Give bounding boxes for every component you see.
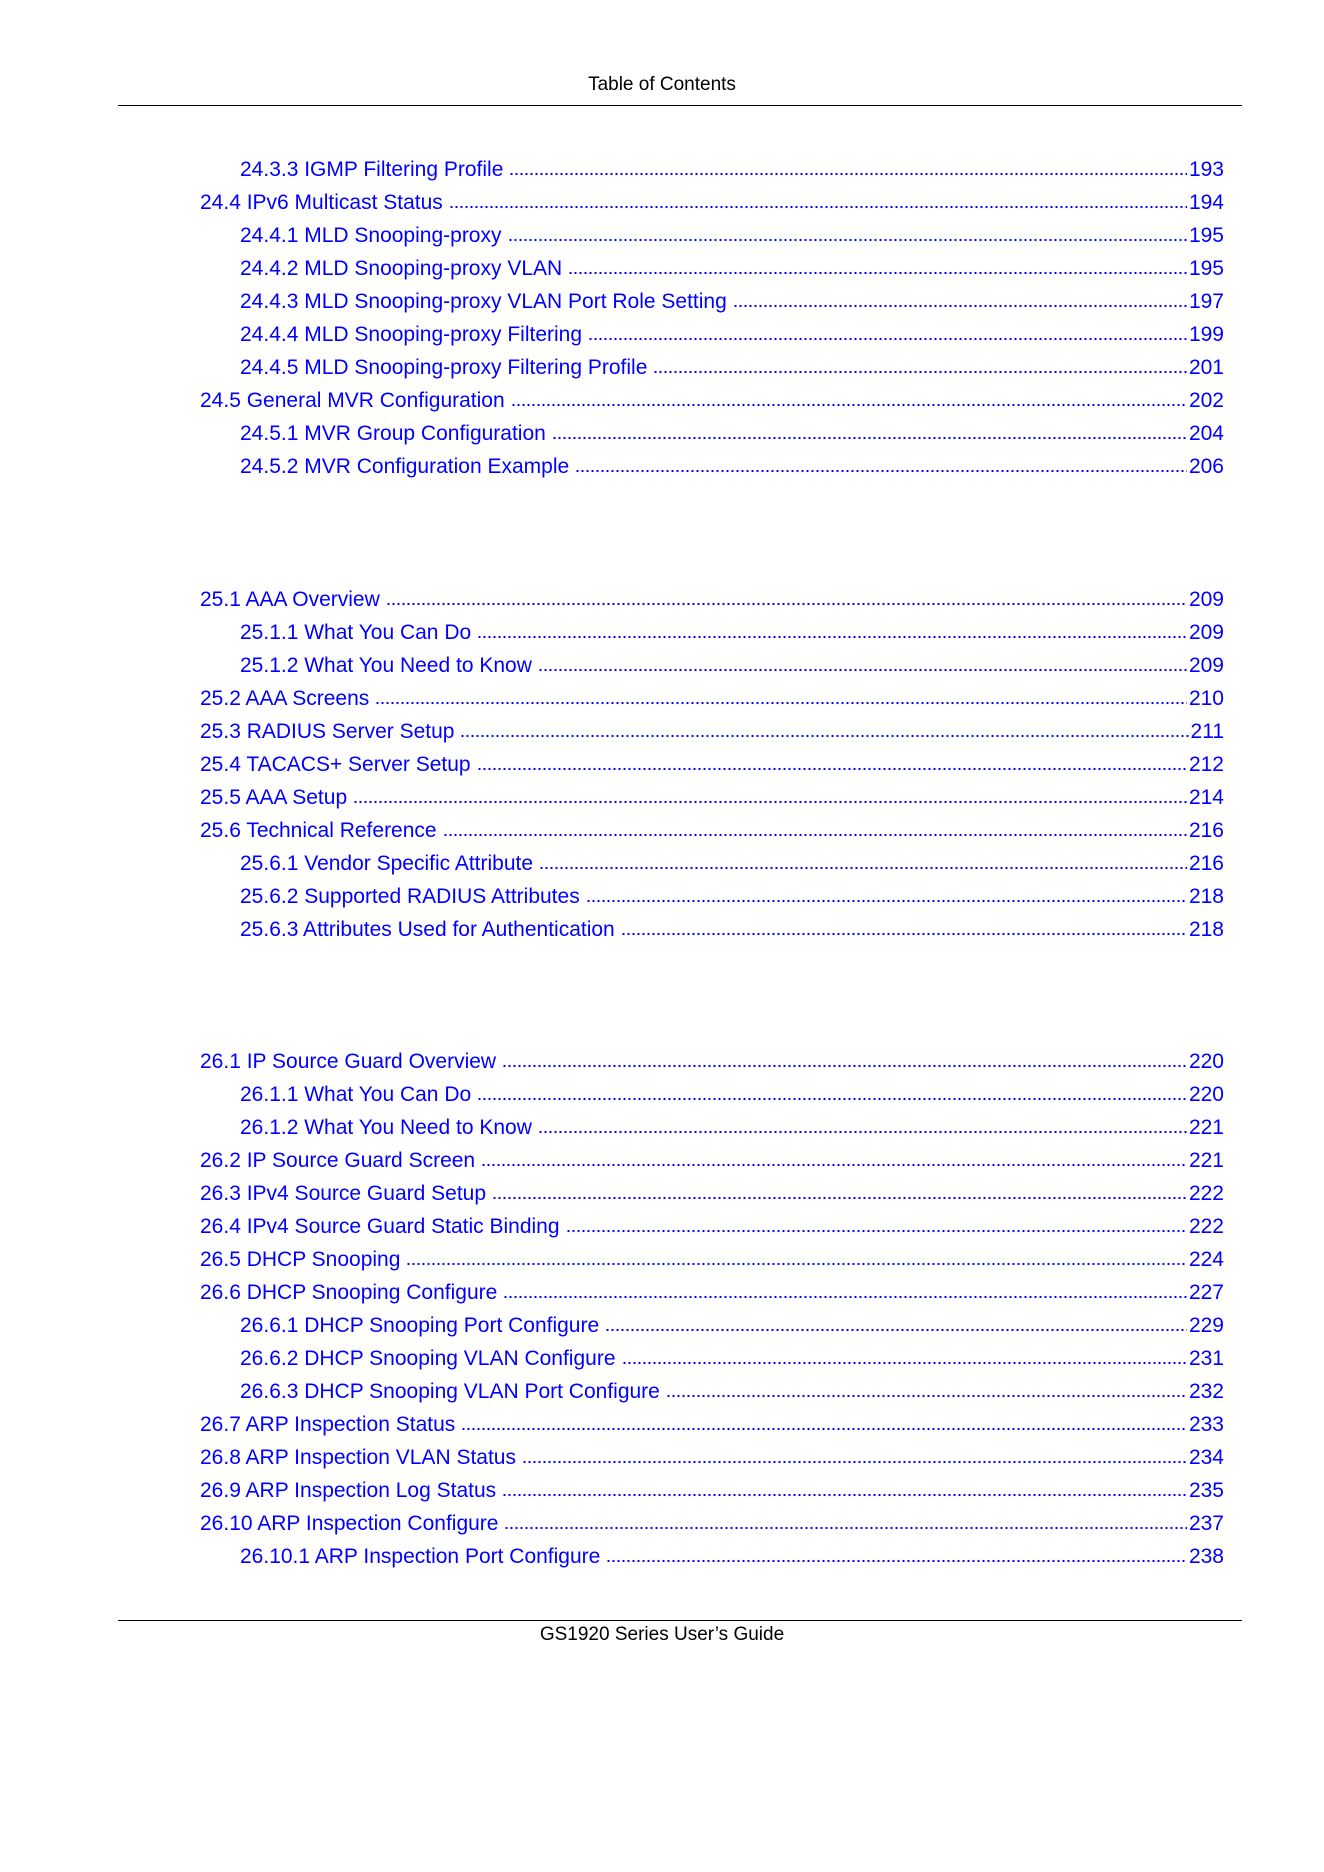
toc-entry-page-number: 232	[1188, 1380, 1224, 1403]
dot-leader	[653, 369, 1187, 375]
toc-entry-title: 25.3 RADIUS Server Setup	[200, 720, 455, 743]
toc-entry[interactable]	[0, 1539, 1324, 1569]
toc-entry[interactable]	[0, 218, 1324, 248]
toc-entry[interactable]	[0, 615, 1324, 645]
header-rule	[118, 105, 1242, 106]
toc-entry[interactable]	[0, 582, 1324, 612]
running-header: Table of Contents	[588, 74, 736, 95]
toc-entry-title: 26.5 DHCP Snooping	[200, 1248, 401, 1271]
toc-entry[interactable]	[0, 1440, 1324, 1470]
toc-entry[interactable]	[0, 1176, 1324, 1206]
dot-leader	[449, 204, 1187, 210]
toc-entry-page-number: 222	[1188, 1215, 1224, 1238]
toc-entry-page-number: 195	[1188, 224, 1224, 247]
dot-leader	[375, 700, 1187, 706]
toc-entry-page-number: 202	[1188, 389, 1224, 412]
dot-leader	[460, 733, 1188, 739]
toc-entry-page-number: 211	[1190, 720, 1224, 743]
toc-entry[interactable]	[0, 284, 1324, 314]
toc-entry-title: 25.5 AAA Setup	[200, 786, 348, 809]
toc-entry-title: 26.6.3 DHCP Snooping VLAN Port Configure	[240, 1380, 660, 1403]
toc-entry-title: 26.10.1 ARP Inspection Port Configure	[240, 1545, 601, 1568]
toc-entry-title: 25.1 AAA Overview	[200, 588, 380, 611]
toc-entry-page-number: 194	[1188, 191, 1224, 214]
toc-entry-title: 26.6.1 DHCP Snooping Port Configure	[240, 1314, 600, 1337]
toc-entry-title: 24.4.2 MLD Snooping-proxy VLAN	[240, 257, 563, 280]
toc-entry[interactable]	[0, 1407, 1324, 1437]
toc-entry-page-number: 227	[1188, 1281, 1224, 1304]
toc-entry-page-number: 212	[1188, 753, 1224, 776]
dot-leader	[666, 1393, 1187, 1399]
dot-leader	[522, 1459, 1187, 1465]
toc-entry-page-number: 235	[1188, 1479, 1224, 1502]
toc-entry-page-number: 233	[1188, 1413, 1224, 1436]
dot-leader	[503, 1294, 1187, 1300]
dot-leader	[568, 270, 1187, 276]
toc-entry[interactable]	[0, 780, 1324, 810]
dot-leader	[504, 1525, 1186, 1531]
toc-entry-page-number: 234	[1188, 1446, 1224, 1469]
toc-entry-page-number: 201	[1188, 356, 1224, 379]
toc-entry[interactable]	[0, 813, 1324, 843]
toc-entry-title: 26.1.2 What You Need to Know	[240, 1116, 532, 1139]
toc-entry-page-number: 231	[1188, 1347, 1224, 1370]
toc-entry-title: 24.4.4 MLD Snooping-proxy Filtering	[240, 323, 583, 346]
toc-entry-page-number: 209	[1188, 588, 1224, 611]
dot-leader	[622, 1360, 1187, 1366]
toc-entry[interactable]	[0, 185, 1324, 215]
toc-entry-title: 25.2 AAA Screens	[200, 687, 370, 710]
dot-leader	[538, 1129, 1187, 1135]
toc-entry-page-number: 195	[1188, 257, 1224, 280]
dot-leader	[353, 799, 1187, 805]
dot-leader	[443, 832, 1187, 838]
toc-entry-title: 25.1.1 What You Can Do	[240, 621, 472, 644]
toc-entry-title: 26.2 IP Source Guard Screen	[200, 1149, 476, 1172]
dot-leader	[481, 1162, 1187, 1168]
footer-rule	[118, 1620, 1242, 1621]
toc-entry-page-number: 197	[1188, 290, 1224, 313]
toc-entry-title: 25.6 Technical Reference	[200, 819, 437, 842]
toc-entry-title: 24.4 IPv6 Multicast Status	[200, 191, 443, 214]
toc-entry[interactable]	[0, 416, 1324, 446]
toc-entry-title: 26.1 IP Source Guard Overview	[200, 1050, 497, 1073]
toc-entry-title: 24.4.3 MLD Snooping-proxy VLAN Port Role Setting	[240, 290, 727, 313]
toc-entry-page-number: 204	[1188, 422, 1224, 445]
running-footer: GS1920 Series User’s Guide	[539, 1624, 785, 1645]
toc-entry-page-number: 199	[1188, 323, 1224, 346]
toc-entry-title: 24.5.1 MVR Group Configuration	[240, 422, 546, 445]
toc-entry[interactable]	[0, 846, 1324, 876]
toc-entry[interactable]	[0, 879, 1324, 909]
toc-entry[interactable]	[0, 1077, 1324, 1107]
dot-leader	[502, 1063, 1187, 1069]
toc-entry[interactable]	[0, 747, 1324, 777]
toc-entry[interactable]	[0, 350, 1324, 380]
dot-leader	[406, 1261, 1187, 1267]
toc-entry-title: 24.5 General MVR Configuration	[200, 389, 505, 412]
toc-entry-title: 25.1.2 What You Need to Know	[240, 654, 532, 677]
toc-entry[interactable]	[0, 1044, 1324, 1074]
dot-leader	[588, 336, 1187, 342]
toc-entry-page-number: 220	[1188, 1050, 1224, 1073]
toc-entry[interactable]	[0, 1308, 1324, 1338]
dot-leader	[606, 1558, 1187, 1564]
toc-entry[interactable]	[0, 714, 1324, 744]
toc-entry[interactable]	[0, 1506, 1324, 1536]
dot-leader	[575, 468, 1187, 474]
toc-entry-title: 25.4 TACACS+ Server Setup	[200, 753, 471, 776]
toc-entry-title: 26.8 ARP Inspection VLAN Status	[200, 1446, 516, 1469]
toc-entry[interactable]	[0, 1473, 1324, 1503]
dot-leader	[477, 1096, 1187, 1102]
toc-entry-title: 26.10 ARP Inspection Configure	[200, 1512, 499, 1535]
toc-entry-page-number: 218	[1188, 885, 1224, 908]
dot-leader	[511, 402, 1187, 408]
toc-entry-page-number: 216	[1188, 819, 1224, 842]
dot-leader	[477, 766, 1187, 772]
toc-entry-page-number: 221	[1188, 1116, 1224, 1139]
toc-entry-title: 25.6.1 Vendor Specific Attribute	[240, 852, 534, 875]
toc-entry[interactable]	[0, 1341, 1324, 1371]
toc-entry-page-number: 238	[1188, 1545, 1224, 1568]
toc-entry[interactable]	[0, 152, 1324, 182]
toc-entry[interactable]	[0, 1242, 1324, 1272]
toc-entry-page-number: 220	[1188, 1083, 1224, 1106]
toc-entry-title: 26.4 IPv4 Source Guard Static Binding	[200, 1215, 560, 1238]
dot-leader	[586, 898, 1187, 904]
dot-leader	[605, 1327, 1187, 1333]
toc-entry[interactable]	[0, 648, 1324, 678]
toc-entry-page-number: 229	[1188, 1314, 1224, 1337]
toc-entry-page-number: 222	[1188, 1182, 1224, 1205]
dot-leader	[461, 1426, 1187, 1432]
toc-entry-page-number: 216	[1188, 852, 1224, 875]
toc-entry[interactable]	[0, 912, 1324, 942]
toc-entry-title: 26.6 DHCP Snooping Configure	[200, 1281, 498, 1304]
toc-entry-title: 24.4.5 MLD Snooping-proxy Filtering Profile	[240, 356, 648, 379]
toc-entry-title: 25.6.3 Attributes Used for Authentication	[240, 918, 615, 941]
toc-entry-title: 26.3 IPv4 Source Guard Setup	[200, 1182, 487, 1205]
toc-entry-page-number: 218	[1188, 918, 1224, 941]
toc-entry-title: 26.1.1 What You Can Do	[240, 1083, 472, 1106]
toc-entry[interactable]	[0, 251, 1324, 281]
toc-entry-page-number: 210	[1188, 687, 1224, 710]
toc-entry-page-number: 237	[1188, 1512, 1224, 1535]
toc-entry[interactable]	[0, 317, 1324, 347]
toc-entry-page-number: 206	[1188, 455, 1224, 478]
toc-entry[interactable]	[0, 449, 1324, 479]
dot-leader	[539, 865, 1187, 871]
dot-leader	[538, 667, 1187, 673]
dot-leader	[621, 931, 1187, 937]
toc-entry-page-number: 209	[1188, 654, 1224, 677]
dot-leader	[508, 237, 1187, 243]
toc-entry-title: 25.6.2 Supported RADIUS Attributes	[240, 885, 580, 908]
dot-leader	[733, 303, 1187, 309]
toc-entry-title: 26.6.2 DHCP Snooping VLAN Configure	[240, 1347, 616, 1370]
dot-leader	[566, 1228, 1187, 1234]
toc-entry-page-number: 221	[1188, 1149, 1224, 1172]
dot-leader	[502, 1492, 1187, 1498]
toc-entry-title: 24.5.2 MVR Configuration Example	[240, 455, 570, 478]
toc-entry-title: 24.3.3 IGMP Filtering Profile	[240, 158, 504, 181]
toc-entry[interactable]	[0, 383, 1324, 413]
toc-entry[interactable]	[0, 681, 1324, 711]
toc-entry-page-number: 209	[1188, 621, 1224, 644]
toc-entry-title: 26.9 ARP Inspection Log Status	[200, 1479, 497, 1502]
dot-leader	[386, 601, 1187, 607]
toc-entry[interactable]	[0, 1374, 1324, 1404]
toc-entry[interactable]	[0, 1143, 1324, 1173]
toc-entry[interactable]	[0, 1275, 1324, 1305]
toc-entry[interactable]	[0, 1110, 1324, 1140]
toc-entry[interactable]	[0, 1209, 1324, 1239]
toc-entry-page-number: 224	[1188, 1248, 1224, 1271]
dot-leader	[492, 1195, 1187, 1201]
dot-leader	[552, 435, 1187, 441]
dot-leader	[509, 171, 1187, 177]
dot-leader	[477, 634, 1187, 640]
toc-entry-page-number: 214	[1188, 786, 1224, 809]
toc-entry-title: 26.7 ARP Inspection Status	[200, 1413, 456, 1436]
toc-entry-title: 24.4.1 MLD Snooping-proxy	[240, 224, 502, 247]
toc-entry-page-number: 193	[1188, 158, 1224, 181]
